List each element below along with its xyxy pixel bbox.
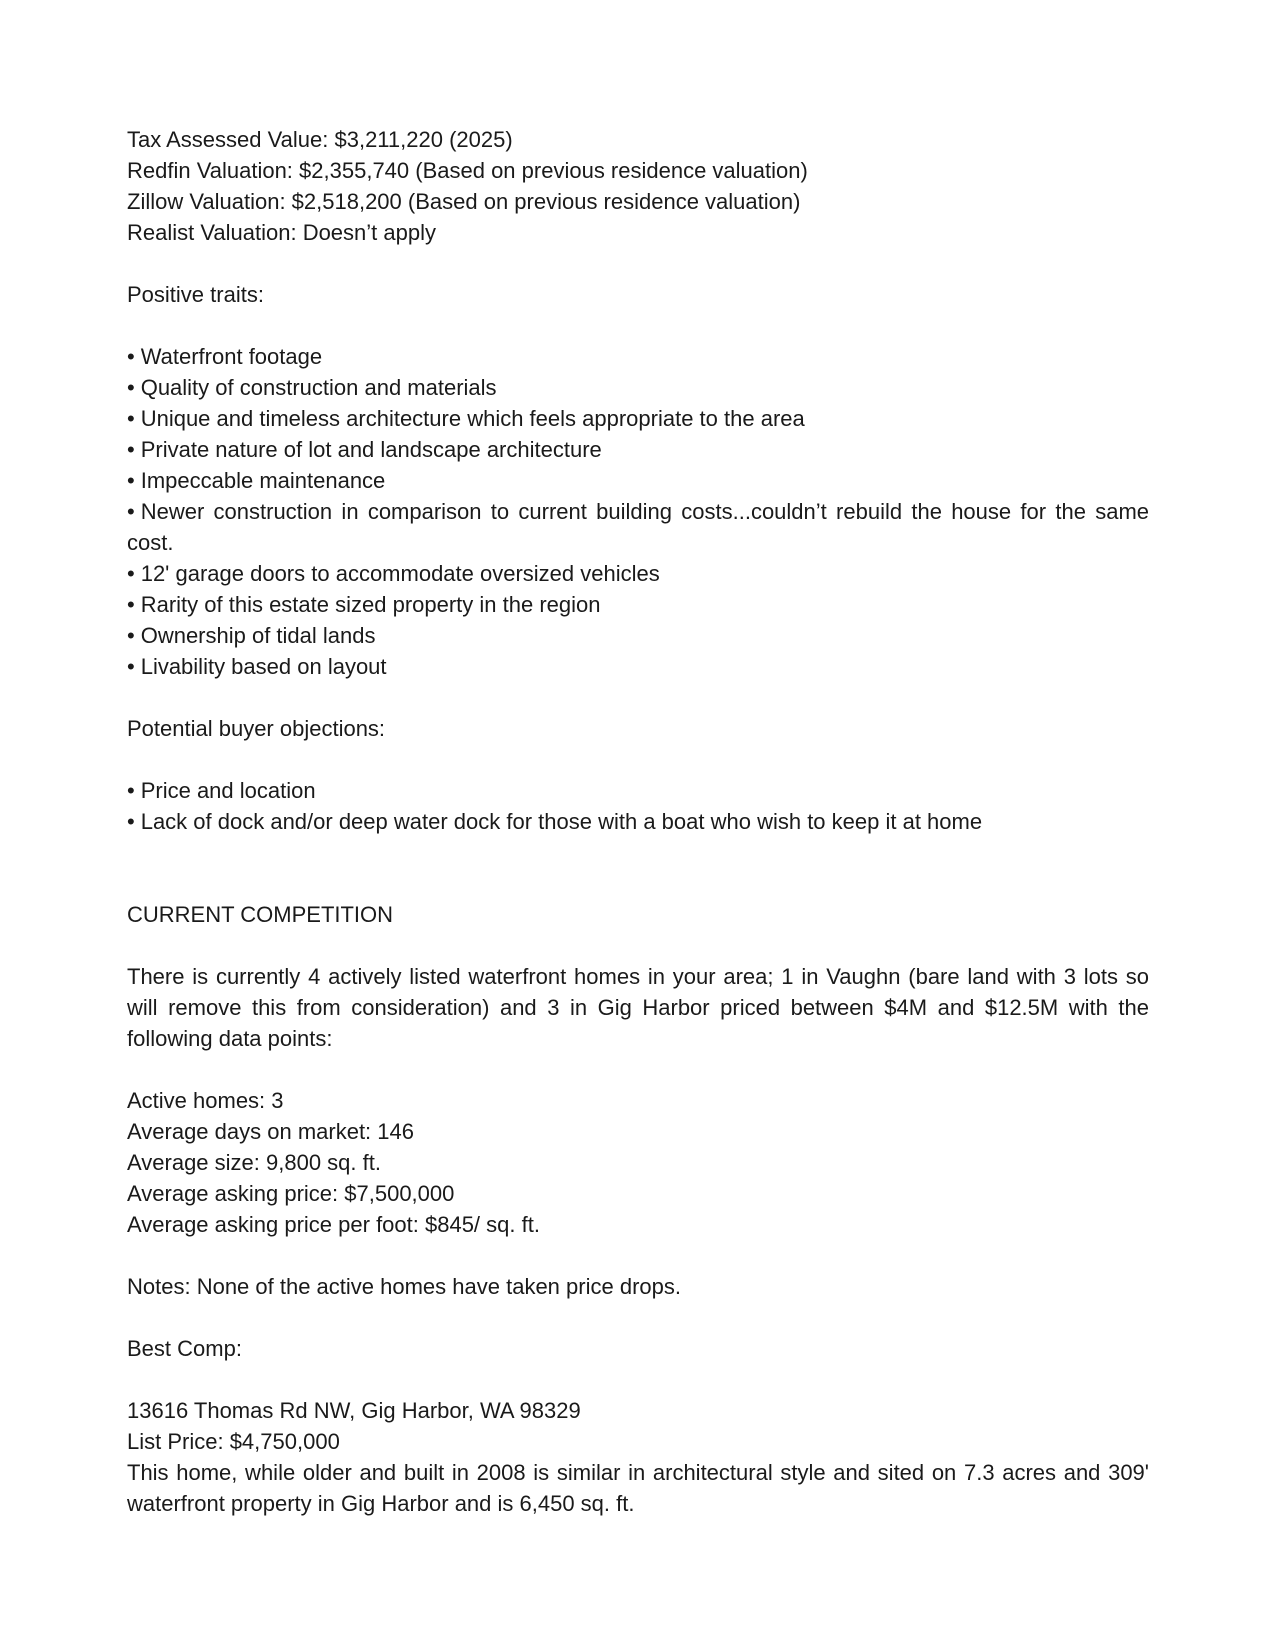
list-item: • Quality of construction and materials [127,375,497,400]
objections-list [127,775,1149,837]
redfin-valuation: Redfin Valuation: $2,355,740 (Based on previous residence valuation) [127,158,808,183]
objections-heading: Potential buyer objections: [127,716,386,741]
bullet-icon: • [127,499,135,524]
list-item: • Rarity of this estate sized property in the region [127,592,601,617]
realist-valuation: Realist Valuation: Doesn’t apply [127,220,436,245]
bullet-icon: • [127,778,135,803]
average-price-per-foot: Average asking price per foot: $845/ sq. ft. [127,1212,540,1237]
best-comp-heading: Best Comp: [127,1336,242,1361]
list-item: • Ownership of tidal lands [127,623,376,648]
bullet-icon: • [127,592,135,617]
list-item: • Newer construction in comparison to current building costs...couldn’t rebuild the house for the same cost. [127,499,1149,555]
list-item: • Price and location [127,778,316,803]
list-item: • Unique and timeless architecture which feels appropriate to the area [127,406,805,431]
bullet-icon: • [127,375,135,400]
list-item: • Waterfront footage [127,344,323,369]
competition-heading: CURRENT COMPETITION [127,902,394,927]
competition-stats [127,1085,1149,1240]
list-item: • Lack of dock and/or deep water dock for those with a boat who wish to keep it at home [127,809,983,834]
list-item: • 12' garage doors to accommodate oversized vehicles [127,561,660,586]
best-comp-list-price: List Price: $4,750,000 [127,1429,340,1454]
tax-assessed-value: Tax Assessed Value: $3,211,220 (2025) [127,127,513,152]
active-homes: Active homes: 3 [127,1088,284,1113]
list-item: • Livability based on layout [127,654,387,679]
average-size: Average size: 9,800 sq. ft. [127,1150,381,1175]
bullet-icon: • [127,654,135,679]
bullet-icon: • [127,344,135,369]
valuations-section [127,124,1149,248]
average-days-on-market: Average days on market: 146 [127,1119,414,1144]
document-page [127,124,1149,1519]
best-comp-address: 13616 Thomas Rd NW, Gig Harbor, WA 98329 [127,1398,581,1423]
list-item: • Impeccable maintenance [127,468,386,493]
bullet-icon: • [127,561,135,586]
bullet-icon: • [127,468,135,493]
positive-traits-heading: Positive traits: [127,282,264,307]
competition-notes: Notes: None of the active homes have taken price drops. [127,1274,681,1299]
competition-intro: There is currently 4 actively listed waterfront homes in your area; 1 in Vaughn (bare land with 3 lots so will remove this from consideration) and 3 in Gig Harbor priced between $4M and $12.5M with the following data points: [127,964,1149,1051]
positive-traits-list [127,341,1149,682]
bullet-icon: • [127,437,135,462]
best-comp-description: This home, while older and built in 2008 is similar in architectural style and sited on 7.3 acres and 309' waterfront property in Gig Harbor and is 6,450 sq. ft. [127,1460,1149,1516]
bullet-icon: • [127,406,135,431]
zillow-valuation: Zillow Valuation: $2,518,200 (Based on previous residence valuation) [127,189,801,214]
average-asking-price: Average asking price: $7,500,000 [127,1181,455,1206]
bullet-icon: • [127,623,135,648]
bullet-icon: • [127,809,135,834]
list-item: • Private nature of lot and landscape architecture [127,437,602,462]
